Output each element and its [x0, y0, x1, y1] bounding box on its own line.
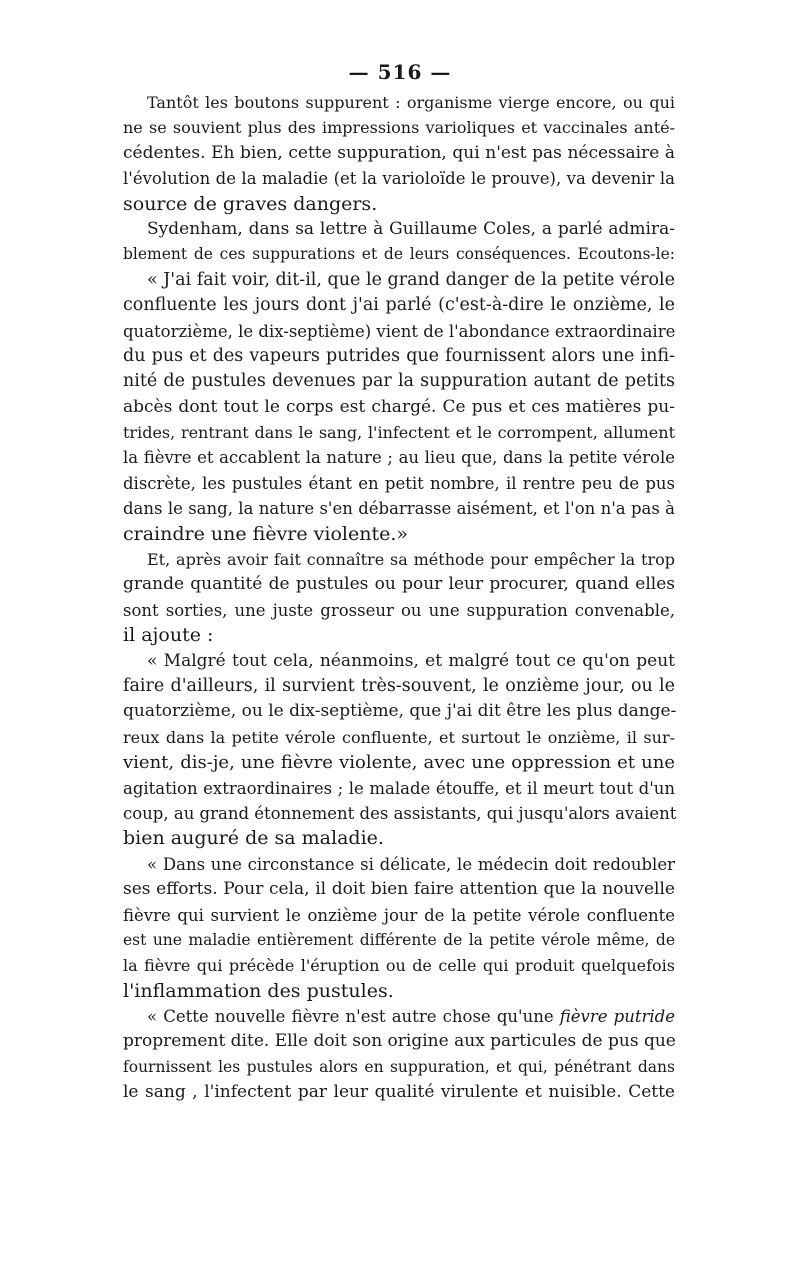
text-line	[123, 90, 675, 115]
text-line	[123, 776, 675, 801]
text-line-content: fournissent les pustules alors en suppuration, et qui, pénétrant dans	[123, 1057, 675, 1076]
text-line-content: « Malgré tout cela, néanmoins, et malgré tout ce qu'on peut	[147, 650, 675, 671]
text-line	[123, 623, 675, 648]
text-line	[123, 471, 675, 496]
text-line	[123, 217, 675, 242]
page-number: — 516 —	[348, 60, 452, 84]
text-line-content: l'évolution de la maladie (et la varioloïde le prouve), va devenir la	[123, 169, 675, 189]
text-line	[123, 598, 675, 623]
text-line-content: cédentes. Eh bien, cette suppuration, qui n'est pas nécessaire à	[123, 142, 675, 163]
text-line-content: quatorzième, ou le dix-septième, que j'ai dit être les plus dange-	[123, 701, 677, 722]
text-line-content: trides, rentrant dans le sang, l'infectent et le corrompent, allument	[123, 423, 675, 443]
text-line-content: coup, au grand étonnement des assistants, qui jusqu'alors avaient	[123, 803, 677, 823]
text-line	[123, 801, 675, 826]
text-line-content: discrète, les pustules étant en petit nombre, il rentre peu de pus	[123, 473, 675, 493]
text-line	[123, 1004, 675, 1029]
text-line-content: proprement dite. Elle doit son origine aux particules de pus que	[123, 1031, 676, 1052]
text-line	[123, 293, 675, 318]
text-line-content: il ajoute :	[123, 624, 214, 647]
text-line	[123, 420, 675, 445]
text-line	[123, 953, 675, 978]
text-line	[123, 852, 675, 877]
text-line	[123, 141, 675, 166]
text-line	[123, 166, 675, 191]
text-line	[123, 928, 675, 953]
text-line-content: vient, dis-je, une fièvre violente, avec une oppression et une	[123, 752, 675, 774]
text-line	[123, 268, 675, 293]
text-line	[123, 649, 675, 674]
text-line-content: ses efforts. Pour cela, il doit bien faire attention que la nouvelle	[123, 879, 675, 900]
text-line	[123, 674, 675, 699]
text-line-content: l'inflammation des pustules.	[123, 979, 394, 1002]
text-line	[123, 242, 675, 267]
text-line	[123, 522, 675, 547]
text-line-content: dans le sang, la nature s'en débarrasse aisément, et l'on n'a pas à	[123, 499, 675, 519]
text-line-content: source de graves dangers.	[123, 192, 378, 215]
text-line-content: confluente les jours dont j'ai parlé (c'est-à-dire le onzième, le	[123, 295, 675, 316]
text-line	[123, 547, 675, 572]
text-line	[123, 750, 675, 775]
text-line-content: « Cette nouvelle fièvre n'est autre chose qu'une	[147, 1007, 560, 1027]
text-line-content: sont sorties, une juste grosseur ou une suppuration convenable,	[123, 600, 675, 620]
text-line	[123, 115, 675, 140]
text-line-content: ne se souvient plus des impressions varioliques et vaccinales anté-	[123, 118, 675, 138]
text-line-content: bien auguré de sa maladie.	[123, 827, 384, 850]
text-line	[123, 826, 675, 851]
text-line-content: nité de pustules devenues par la suppuration autant de petits	[123, 371, 675, 392]
text-line	[123, 395, 675, 420]
text-line-content: craindre une fièvre violente.»	[123, 522, 409, 545]
text-line-content: quatorzième, le dix-septième) vient de l'abondance extraordinaire	[123, 321, 676, 341]
text-line-content: la fièvre et accablent la nature ; au lieu que, dans la petite vérole	[123, 448, 675, 468]
text-line-content: faire d'ailleurs, il survient très-souvent, le onzième jour, ou le	[123, 675, 675, 696]
text-line	[123, 903, 675, 928]
text-line	[123, 699, 675, 724]
text-line-content: abcès dont tout le corps est chargé. Ce pus et ces matières pu-	[123, 396, 675, 417]
text-line-content: blement de ces suppurations et de leurs conséquences. Ecoutons-le:	[123, 245, 675, 264]
text-line	[123, 1055, 675, 1080]
text-line	[123, 369, 675, 394]
text-line-content: Sydenham, dans sa lettre à Guillaume Coles, a parlé admira-	[147, 218, 675, 239]
text-line	[123, 445, 675, 470]
text-line-content: la fièvre qui précède l'éruption ou de celle qui produit quelquefois	[123, 956, 675, 976]
text-line-content: « J'ai fait voir, dit-il, que le grand danger de la petite vérole	[147, 269, 675, 290]
text-line-content: est une maladie entièrement différente de la petite vérole même, de	[123, 930, 675, 949]
text-line-content: fièvre qui survient le onzième jour de la petite vérole confluente	[123, 905, 675, 925]
text-line	[123, 1080, 675, 1105]
body-text	[123, 90, 675, 1106]
text-line	[123, 344, 675, 369]
text-line	[123, 572, 675, 597]
text-line-content: « Dans une circonstance si délicate, le médecin doit redoubler	[147, 854, 675, 874]
text-line	[123, 319, 675, 344]
text-line	[123, 1029, 675, 1054]
text-line-content: le sang , l'infectent par leur qualité virulente et nuisible. Cette	[123, 1082, 675, 1103]
text-line	[123, 496, 675, 521]
text-line	[123, 877, 675, 902]
text-line-content: reux dans la petite vérole confluente, et surtout le onzième, il sur-	[123, 727, 675, 747]
text-line	[123, 192, 675, 217]
text-line-content: grande quantité de pustules ou pour leur procurer, quand elles	[123, 574, 675, 595]
text-line-content: agitation extraordinaires ; le malade étouffe, et il meurt tout d'un	[123, 778, 675, 798]
text-line-content: du pus et des vapeurs putrides que fournissent alors une infi-	[123, 345, 675, 366]
text-line	[123, 725, 675, 750]
italic-phrase: fièvre putride	[559, 1007, 675, 1027]
text-line-content: Et, après avoir fait connaître sa méthode pour empêcher la trop	[147, 550, 675, 570]
text-line	[123, 979, 675, 1004]
text-line-content: Tantôt les boutons suppurent : organisme vierge encore, ou qui	[147, 93, 675, 112]
